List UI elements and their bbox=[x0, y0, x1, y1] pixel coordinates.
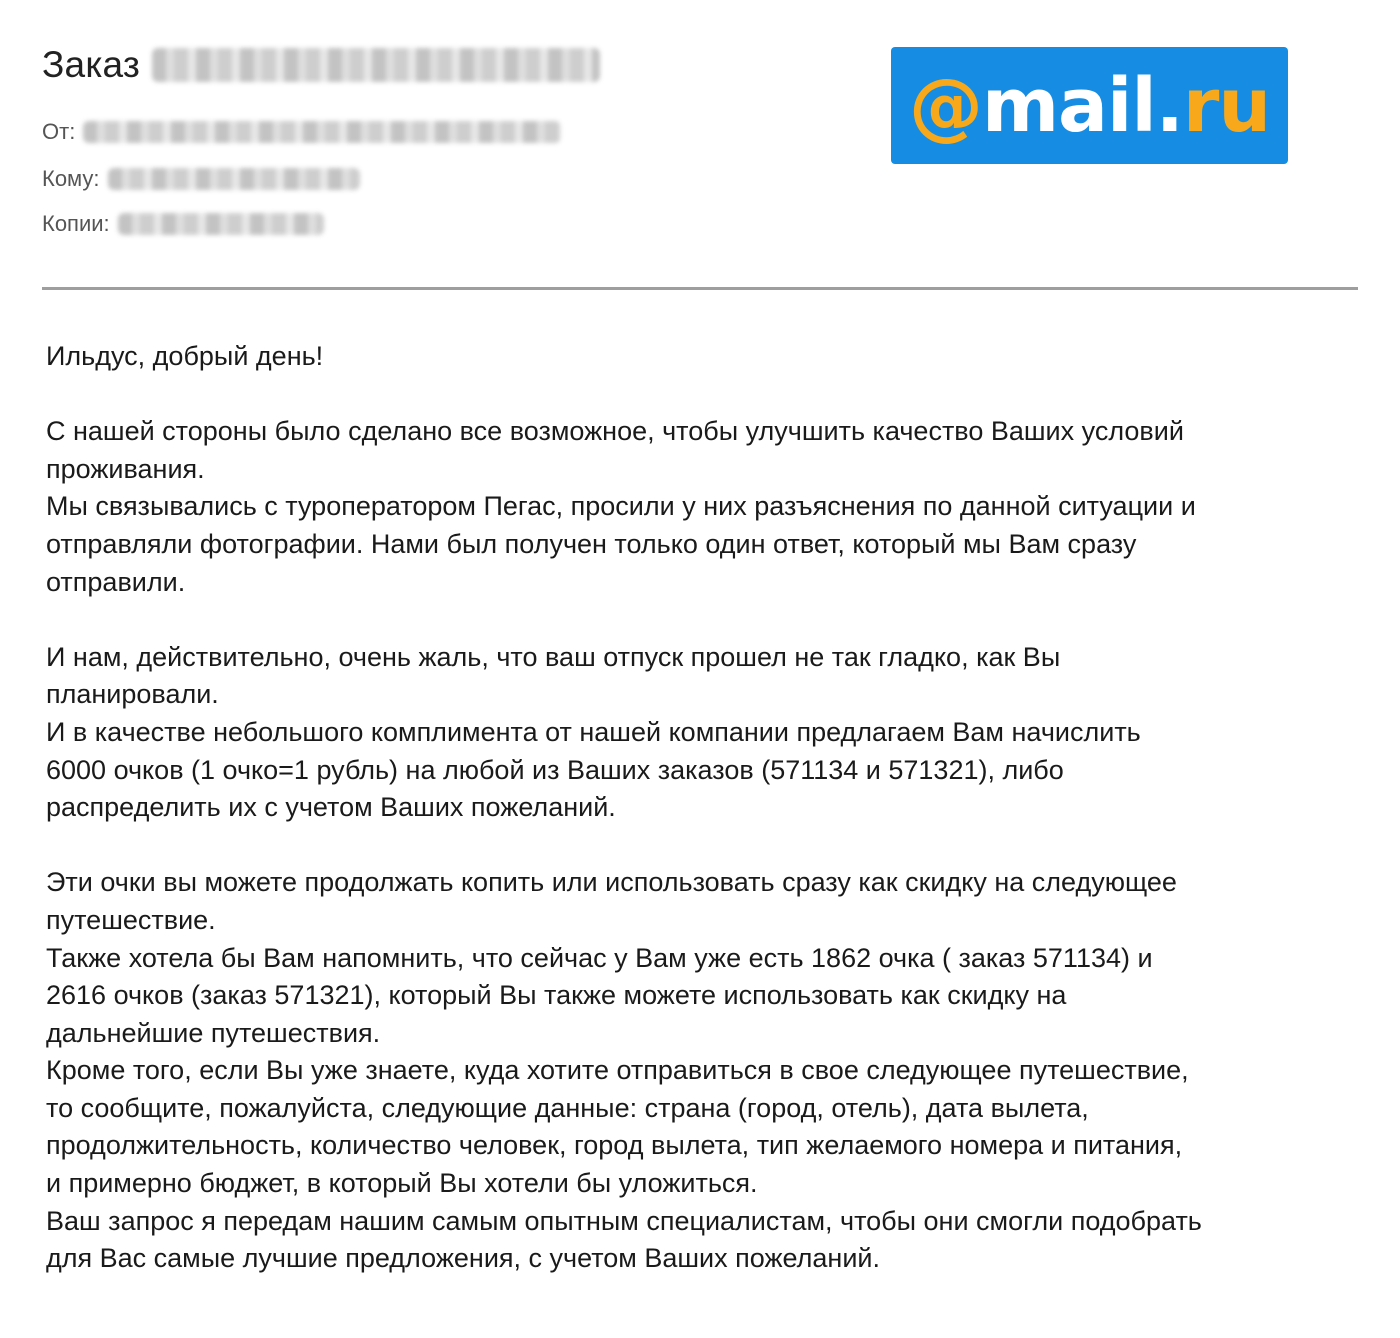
body-line: С нашей стороны было сделано все возможное, чтобы улучшить качество Ваших условий bbox=[46, 416, 1184, 447]
body-line: И в качестве небольшого комплимента от нашей компании предлагаем Вам начислить bbox=[46, 716, 1141, 747]
header-divider bbox=[42, 287, 1358, 290]
body-line: для Вас самые лучшие предложения, с учетом Ваших пожеланий. bbox=[46, 1243, 880, 1274]
logo-name: mail bbox=[981, 62, 1156, 149]
body-line: Мы связывались с туроператором Пегас, просили у них разъяснения по данной ситуации и bbox=[46, 491, 1196, 522]
body-line: 6000 очков (1 очко=1 рубль) на любой из Ваших заказов (571134 и 571321), либо bbox=[46, 754, 1064, 785]
redacted-from bbox=[83, 121, 561, 143]
body-line: продолжительность, количество человек, город вылета, тип желаемого номера и питания, bbox=[46, 1130, 1183, 1161]
redacted-cc bbox=[118, 213, 324, 235]
logo-at: @ bbox=[908, 62, 982, 149]
body-line: отправили. bbox=[46, 566, 186, 597]
email-body bbox=[46, 338, 1376, 1315]
email-subject bbox=[42, 40, 600, 90]
body-line: И нам, действительно, очень жаль, что ваш отпуск прошел не так гладко, как Вы bbox=[46, 641, 1061, 672]
body-line: проживания. bbox=[46, 453, 205, 484]
body-line: Эти очки вы можете продолжать копить или использовать сразу как скидку на следующее bbox=[46, 867, 1177, 898]
body-line: Кроме того, если Вы уже знаете, куда хотите отправиться в свое следующее путешествие, bbox=[46, 1055, 1189, 1086]
logo-dot: . bbox=[1155, 62, 1183, 149]
subject-prefix: Заказ bbox=[42, 44, 141, 85]
paragraph-greeting bbox=[46, 338, 1376, 376]
to-label: Кому: bbox=[42, 166, 100, 191]
to-row bbox=[42, 163, 360, 195]
cc-label: Копии: bbox=[42, 211, 110, 236]
cc-row bbox=[42, 208, 324, 240]
body-line: Ваш запрос я передам нашим самым опытным специалистам, чтобы они смогли подобрать bbox=[46, 1205, 1202, 1236]
body-line: путешествие. bbox=[46, 904, 216, 935]
paragraph-points bbox=[46, 864, 1376, 1278]
paragraph-actions bbox=[46, 413, 1376, 601]
body-line: Также хотела бы Вам напомнить, что сейчас у Вам уже есть 1862 очка ( заказ 571134) и bbox=[46, 942, 1153, 973]
mailru-logo bbox=[891, 47, 1288, 164]
body-line: распределить их с учетом Ваших пожеланий. bbox=[46, 792, 616, 823]
body-line: планировали. bbox=[46, 679, 219, 710]
body-line: и примерно бюджет, в который Вы хотели бы уложиться. bbox=[46, 1168, 758, 1199]
logo-tld: ru bbox=[1182, 62, 1271, 149]
from-row bbox=[42, 116, 561, 148]
paragraph-compliment bbox=[46, 639, 1376, 827]
body-line: отправляли фотографии. Нами был получен только один ответ, который мы Вам сразу bbox=[46, 528, 1137, 559]
from-label: От: bbox=[42, 119, 76, 144]
redacted-to bbox=[108, 168, 360, 190]
body-line: Ильдус, добрый день! bbox=[46, 341, 324, 371]
body-line: то сообщите, пожалуйста, следующие данные: страна (город, отель), дата вылета, bbox=[46, 1092, 1089, 1123]
body-line: 2616 очков (заказ 571321), который Вы также можете использовать как скидку на bbox=[46, 980, 1067, 1011]
body-line: дальнейшие путешествия. bbox=[46, 1017, 381, 1048]
redacted-subject bbox=[152, 48, 600, 82]
